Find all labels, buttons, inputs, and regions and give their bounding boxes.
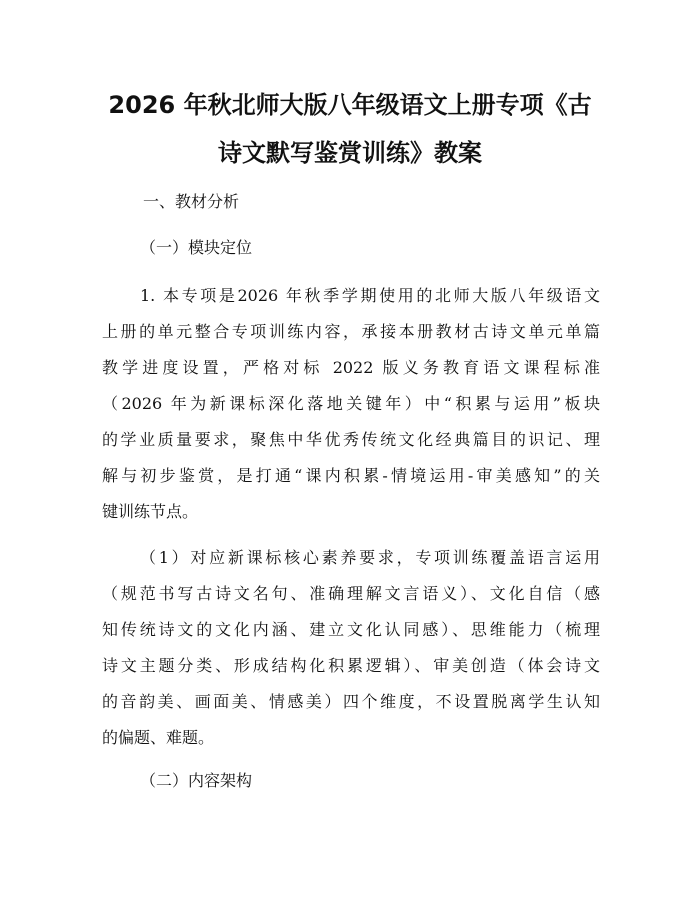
paragraph-2-line-2: （规范书写古诗文名句、准确理解文言语义）、文化自信（感 xyxy=(102,584,600,603)
paragraph-2-line-4: 诗文主题分类、形成结构化积累逻辑）、审美创造（体会诗文 xyxy=(102,656,600,675)
paragraph-1-line-7: 键训练节点。 xyxy=(102,502,199,521)
paragraph-1-line-6: 解与初步鉴赏，是打通“课内积累-情境运用-审美感知”的关 xyxy=(102,466,600,485)
paragraph-2-line-5: 的音韵美、画面美、情感美）四个维度，不设置脱离学生认知 xyxy=(102,692,600,711)
subsection-heading-content-structure: （二）内容架构 xyxy=(140,771,253,790)
section-heading-teaching-analysis: 一、教材分析 xyxy=(143,192,240,211)
document-title-line-1: 2026 年秋北师大版八年级语文上册专项《古 xyxy=(108,91,592,119)
paragraph-2-line-6: 的偏题、难题。 xyxy=(102,728,215,747)
document-title-line-2: 诗文默写鉴赏训练》教案 xyxy=(218,139,482,167)
paragraph-1-line-4: （2026 年为新课标深化落地关键年）中“积累与运用”板块 xyxy=(102,394,600,413)
paragraph-1-line-5: 的学业质量要求，聚焦中华优秀传统文化经典篇目的识记、理 xyxy=(102,430,600,449)
subsection-heading-module-positioning: （一）模块定位 xyxy=(140,238,253,257)
paragraph-1-line-1: 1. 本专项是2026 年秋季学期使用的北师大版八年级语文 xyxy=(140,286,600,305)
paragraph-2-line-1: （1）对应新课标核心素养要求，专项训练覆盖语言运用 xyxy=(140,548,600,567)
paragraph-2-line-3: 知传统诗文的文化内涵、建立文化认同感）、思维能力（梳理 xyxy=(102,620,600,639)
paragraph-1-line-2: 上册的单元整合专项训练内容，承接本册教材古诗文单元单篇 xyxy=(102,322,600,341)
paragraph-1-line-3: 教学进度设置，严格对标 2022 版义务教育语文课程标准 xyxy=(102,358,600,377)
